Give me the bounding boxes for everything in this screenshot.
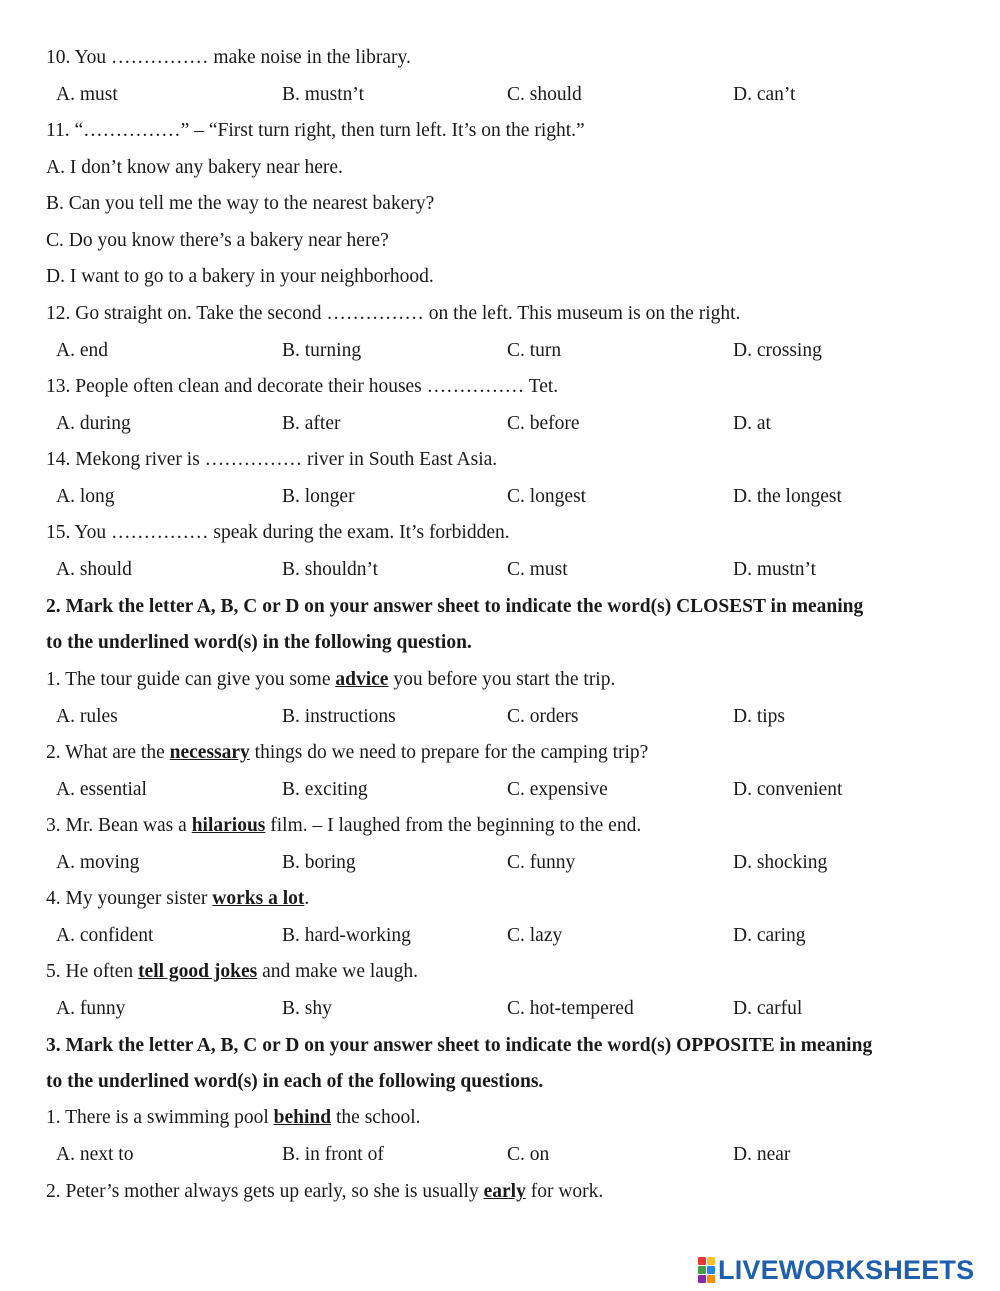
q12-option-a[interactable]: A. end (56, 340, 108, 361)
s2-q1-option-b[interactable]: B. instructions (282, 706, 396, 727)
s3-q1-option-b[interactable]: B. in front of (282, 1144, 384, 1165)
liveworksheets-logo[interactable] (698, 1255, 974, 1285)
q10-option-a[interactable]: A. must (56, 84, 118, 105)
underlined-word: behind (273, 1107, 332, 1128)
s3-question-1: 1. There is a swimming pool behind the school. (46, 1107, 421, 1128)
q11-option-a[interactable]: A. I don’t know any bakery near here. (46, 157, 343, 178)
s2-question-1: 1. The tour guide can give you some advice you before you start the trip. (46, 669, 616, 690)
s2-q4-option-d[interactable]: D. caring (733, 925, 806, 946)
s2-question-3: 3. Mr. Bean was a hilarious film. – I laughed from the beginning to the end. (46, 815, 642, 836)
s3-q1-option-c[interactable]: C. on (507, 1144, 550, 1165)
s2-q1-option-a[interactable]: A. rules (56, 706, 118, 727)
q12-option-d[interactable]: D. crossing (733, 340, 822, 361)
s2-q1-option-c[interactable]: C. orders (507, 706, 579, 727)
s2-q5-option-b[interactable]: B. shy (282, 998, 332, 1019)
q10-option-d[interactable]: D. can’t (733, 84, 796, 105)
s3-q1-option-a[interactable]: A. next to (56, 1144, 134, 1165)
s2-q2-option-c[interactable]: C. expensive (507, 779, 608, 800)
s2-q3-option-a[interactable]: A. moving (56, 852, 140, 873)
s2-q1-option-d[interactable]: D. tips (733, 706, 786, 727)
s2-question-5: 5. He often tell good jokes and make we laugh. (46, 961, 419, 982)
s2-q4-option-b[interactable]: B. hard-working (282, 925, 411, 946)
s2-q5-option-c[interactable]: C. hot-tempered (507, 998, 634, 1019)
underlined-word: works a lot (212, 888, 305, 909)
underlined-word: hilarious (191, 815, 266, 836)
q14-option-a[interactable]: A. long (56, 486, 115, 507)
q11-option-d[interactable]: D. I want to go to a bakery in your neighborhood. (46, 266, 434, 287)
question-13: 13. People often clean and decorate their houses …………… Tet. (46, 376, 559, 397)
s2-q4-option-c[interactable]: C. lazy (507, 925, 563, 946)
q14-option-b[interactable]: B. longer (282, 486, 355, 507)
s2-q3-option-c[interactable]: C. funny (507, 852, 576, 873)
q15-option-a[interactable]: A. should (56, 559, 132, 580)
q11-option-b[interactable]: B. Can you tell me the way to the nearest bakery? (46, 193, 435, 214)
q10-option-b[interactable]: B. mustn’t (282, 84, 364, 105)
brand-name: LIVEWORKSHEETS (718, 1254, 975, 1285)
question-15: 15. You …………… speak during the exam. It’s forbidden. (46, 522, 510, 543)
q15-option-d[interactable]: D. mustn’t (733, 559, 817, 580)
underlined-word: early (483, 1181, 526, 1202)
q14-option-c[interactable]: C. longest (507, 486, 587, 507)
liveworksheets-logo-icon (698, 1257, 715, 1283)
s3-question-2: 2. Peter’s mother always gets up early, so she is usually early for work. (46, 1181, 604, 1202)
q13-option-c[interactable]: C. before (507, 413, 580, 434)
s2-question-4: 4. My younger sister works a lot. (46, 888, 310, 909)
underlined-word: tell good jokes (138, 961, 258, 982)
s2-q2-option-d[interactable]: D. convenient (733, 779, 843, 800)
q12-option-b[interactable]: B. turning (282, 340, 362, 361)
underlined-word: advice (335, 669, 389, 690)
q12-option-c[interactable]: C. turn (507, 340, 562, 361)
s2-q5-option-a[interactable]: A. funny (56, 998, 126, 1019)
question-14: 14. Mekong river is …………… river in South East Asia. (46, 449, 498, 470)
question-12: 12. Go straight on. Take the second …………… on the left. This museum is on the right. (46, 303, 741, 324)
question-10: 10. You …………… make noise in the library. (46, 47, 411, 68)
section-2-heading: 2. Mark the letter A, B, C or D on your answer sheet to indicate the word(s) CLOSEST in meaning (46, 596, 864, 617)
section-3-heading-cont: to the underlined word(s) in each of the following questions. (46, 1071, 544, 1092)
section-3-heading: 3. Mark the letter A, B, C or D on your answer sheet to indicate the word(s) OPPOSITE in meaning (46, 1035, 873, 1056)
s2-question-2: 2. What are the necessary things do we need to prepare for the camping trip? (46, 742, 649, 763)
q13-option-b[interactable]: B. after (282, 413, 341, 434)
s2-q3-option-d[interactable]: D. shocking (733, 852, 828, 873)
s2-q3-option-b[interactable]: B. boring (282, 852, 356, 873)
underlined-word: necessary (169, 742, 250, 763)
s3-q1-option-d[interactable]: D. near (733, 1144, 791, 1165)
s2-q5-option-d[interactable]: D. carful (733, 998, 803, 1019)
q15-option-c[interactable]: C. must (507, 559, 568, 580)
section-2-heading-cont: to the underlined word(s) in the following question. (46, 632, 472, 653)
q14-option-d[interactable]: D. the longest (733, 486, 842, 507)
s2-q2-option-a[interactable]: A. essential (56, 779, 147, 800)
q15-option-b[interactable]: B. shouldn’t (282, 559, 379, 580)
q10-option-c[interactable]: C. should (507, 84, 582, 105)
q13-option-d[interactable]: D. at (733, 413, 771, 434)
question-11: 11. “……………” – “First turn right, then turn left. It’s on the right.” (46, 120, 585, 141)
s2-q2-option-b[interactable]: B. exciting (282, 779, 368, 800)
q13-option-a[interactable]: A. during (56, 413, 131, 434)
s2-q4-option-a[interactable]: A. confident (56, 925, 154, 946)
q11-option-c[interactable]: C. Do you know there’s a bakery near here? (46, 230, 389, 251)
